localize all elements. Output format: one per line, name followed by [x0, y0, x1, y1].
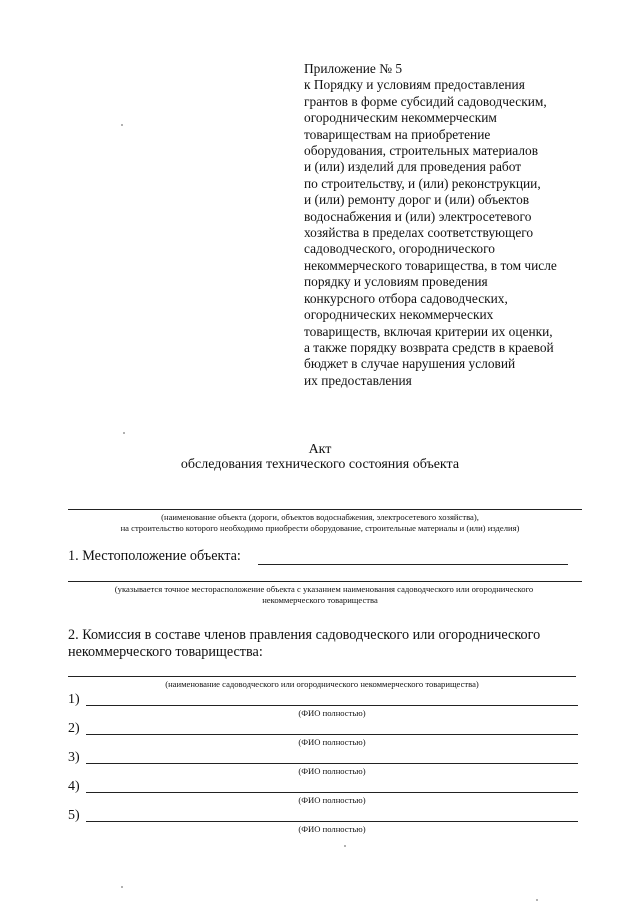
appendix-line: некоммерческого товарищества, в том числе: [304, 257, 557, 273]
member-caption: (ФИО полностью): [298, 766, 366, 776]
member-caption: (ФИО полностью): [298, 737, 366, 747]
appendix-line: конкурсного отбора садоводческих,: [304, 290, 508, 306]
document-title: Акт: [308, 442, 332, 457]
appendix-header: [304, 61, 604, 389]
location-label: 1. Местоположение объекта:: [68, 548, 241, 564]
scan-speck: [121, 124, 123, 126]
commission-heading-2: некоммерческого товарищества:: [68, 644, 263, 660]
appendix-line: водоснабжения и (или) электросетевого: [304, 208, 532, 224]
member-number: 4): [68, 779, 80, 794]
appendix-line: Приложение № 5: [304, 61, 403, 76]
appendix-line: оборудования, строительных материалов: [304, 143, 539, 159]
member-number: 2): [68, 721, 80, 736]
member-name-line[interactable]: [86, 705, 578, 706]
commission-heading-1: 2. Комиссия в составе членов правления садоводческого или огороднического: [68, 627, 541, 643]
appendix-line: огородническим некоммерческим: [304, 110, 497, 126]
org-name-line[interactable]: [68, 676, 576, 677]
member-caption: (ФИО полностью): [298, 708, 366, 718]
member-name-line[interactable]: [86, 763, 578, 764]
appendix-line: и (или) ремонту дорог и (или) объектов: [304, 192, 530, 208]
location-input-line[interactable]: [258, 564, 568, 565]
member-number: 1): [68, 692, 80, 707]
appendix-line: бюджет в случае нарушения условий: [304, 356, 516, 372]
member-number: 3): [68, 750, 80, 765]
appendix-line: их предоставления: [304, 372, 412, 388]
appendix-line: огороднических некоммерческих: [304, 307, 494, 323]
appendix-line: хозяйства в пределах соответствующего: [304, 225, 534, 241]
appendix-line: садоводческого, огороднического: [304, 241, 495, 257]
member-name-line[interactable]: [86, 821, 578, 822]
document-subtitle: обследования технического состояния объекта: [180, 457, 460, 472]
appendix-line: по строительству, и (или) реконструкции,: [304, 175, 541, 191]
scan-speck: [344, 845, 346, 847]
object-caption-2: на строительство которого необходимо приобрести оборудование, строительные материалы и (или) изделия): [120, 523, 520, 533]
location-caption-1: (указывается точное месторасположение объекта с указанием наименования садоводческого или огороднического: [114, 584, 534, 594]
member-name-line[interactable]: [86, 734, 578, 735]
appendix-line: а также порядку возврата средств в краевой: [304, 339, 554, 355]
member-caption: (ФИО полностью): [298, 795, 366, 805]
appendix-line: грантов в форме субсидий садоводческим,: [304, 93, 547, 109]
appendix-line: к Порядку и условиям предоставления: [304, 77, 525, 93]
member-caption: (ФИО полностью): [298, 824, 366, 834]
scan-speck: [121, 886, 123, 888]
appendix-line: и (или) изделий для проведения работ: [304, 159, 522, 175]
appendix-line: товариществ, включая критерии их оценки,: [304, 323, 553, 339]
object-caption-1: (наименование объекта (дороги, объектов водоснабжения, электросетевого хозяйства),: [161, 512, 479, 522]
location-caption-2: некоммерческого товарищества: [262, 595, 378, 605]
member-name-line[interactable]: [86, 792, 578, 793]
scan-speck: [123, 432, 125, 434]
appendix-line: порядку и условиям проведения: [304, 274, 488, 290]
appendix-line: товариществам на приобретение: [304, 126, 491, 142]
scan-speck: [536, 899, 538, 901]
object-name-line[interactable]: [68, 509, 582, 510]
location-input-line-2[interactable]: [68, 581, 582, 582]
member-number: 5): [68, 808, 80, 823]
org-caption: (наименование садоводческого или огороднического некоммерческого товарищества): [165, 679, 479, 689]
